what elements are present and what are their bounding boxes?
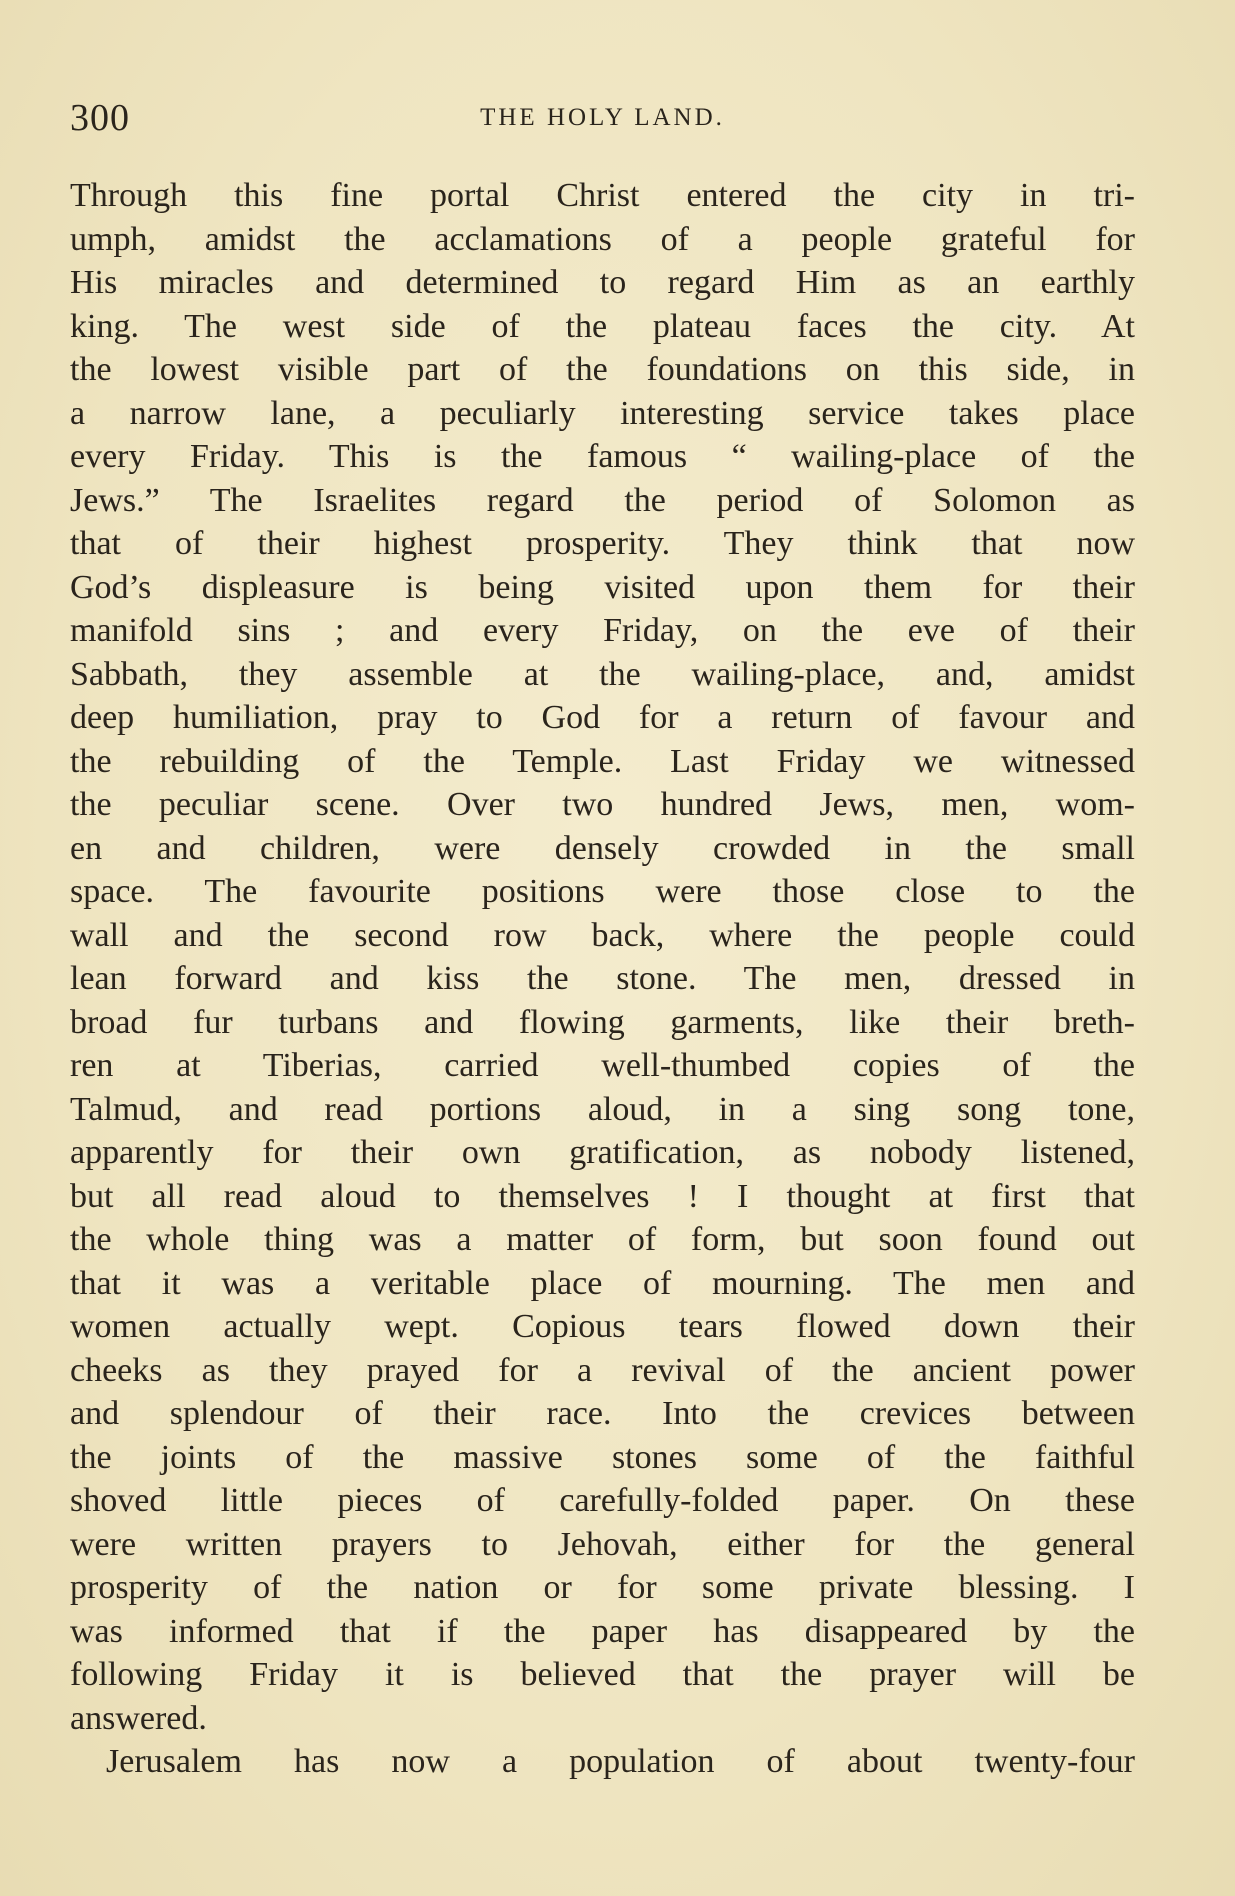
text-line: the whole thing was a matter of form, but soon found out bbox=[70, 1221, 1135, 1258]
text-line: king. The west side of the plateau faces the city. At bbox=[70, 307, 1135, 345]
text-line: deep humiliation, pray to God for a return of favour and bbox=[70, 699, 1135, 736]
text-line: the rebuilding of the Temple. Last Friday we witnessed bbox=[70, 742, 1135, 780]
text-line: en and children, were densely crowded in the small bbox=[70, 829, 1135, 867]
text-line: women actually wept. Copious tears flowed down their bbox=[70, 1308, 1135, 1345]
text-line: space. The favourite positions were those close to the bbox=[70, 873, 1135, 910]
text-line: that of their highest prosperity. They think that now bbox=[70, 525, 1135, 562]
text-line: apparently for their own gratification, as nobody listened, bbox=[70, 1134, 1135, 1171]
text-line: but all read aloud to themselves ! I thought at first that bbox=[70, 1177, 1135, 1215]
paragraph-end-line: answered. bbox=[70, 1699, 207, 1737]
text-line: Talmud, and read portions aloud, in a sing song tone, bbox=[70, 1090, 1135, 1128]
text-line: and splendour of their race. Into the crevices between bbox=[70, 1395, 1135, 1432]
text-line: shoved little pieces of carefully-folded paper. On these bbox=[70, 1482, 1135, 1519]
text-line: God’s displeasure is being visited upon them for their bbox=[70, 568, 1135, 606]
text-line: were written prayers to Jehovah, either for the general bbox=[70, 1525, 1135, 1563]
text-line: the peculiar scene. Over two hundred Jews, men, wom- bbox=[70, 786, 1135, 823]
text-line: a narrow lane, a peculiarly interesting service takes place bbox=[70, 394, 1135, 432]
paragraph-start-line: Jerusalem has now a population of about twenty-four bbox=[106, 1743, 1135, 1780]
text-line: that it was a veritable place of mourning. The men and bbox=[70, 1264, 1135, 1302]
text-line: Sabbath, they assemble at the wailing-place, and, amidst bbox=[70, 655, 1135, 693]
text-line: every Friday. This is the famous “ wailing-place of the bbox=[70, 438, 1135, 475]
page-header bbox=[70, 96, 1135, 144]
text-line: the joints of the massive stones some of the faithful bbox=[70, 1438, 1135, 1476]
text-line: cheeks as they prayed for a revival of the ancient power bbox=[70, 1351, 1135, 1389]
text-line: manifold sins ; and every Friday, on the eve of their bbox=[70, 612, 1135, 649]
text-line: Through this fine portal Christ entered the city in tri- bbox=[70, 177, 1135, 214]
text-line: wall and the second row back, where the people could bbox=[70, 916, 1135, 954]
text-line: umph, amidst the acclamations of a people grateful for bbox=[70, 220, 1135, 258]
text-line: the lowest visible part of the foundations on this side, in bbox=[70, 351, 1135, 388]
text-line: Jews.” The Israelites regard the period of Solomon as bbox=[70, 481, 1135, 519]
text-line: prosperity of the nation or for some private blessing. I bbox=[70, 1569, 1135, 1606]
running-head: THE HOLY LAND. bbox=[480, 104, 725, 131]
text-line: His miracles and determined to regard Him as an earthly bbox=[70, 264, 1135, 301]
text-line: following Friday it is believed that the prayer will be bbox=[70, 1656, 1135, 1693]
page-number: 300 bbox=[70, 97, 130, 139]
text-line: broad fur turbans and flowing garments, like their breth- bbox=[70, 1003, 1135, 1041]
text-line: ren at Tiberias, carried well-thumbed copies of the bbox=[70, 1047, 1135, 1084]
body-text bbox=[70, 174, 1135, 1784]
text-line: was informed that if the paper has disappeared by the bbox=[70, 1612, 1135, 1650]
text-line: lean forward and kiss the stone. The men, dressed in bbox=[70, 960, 1135, 997]
